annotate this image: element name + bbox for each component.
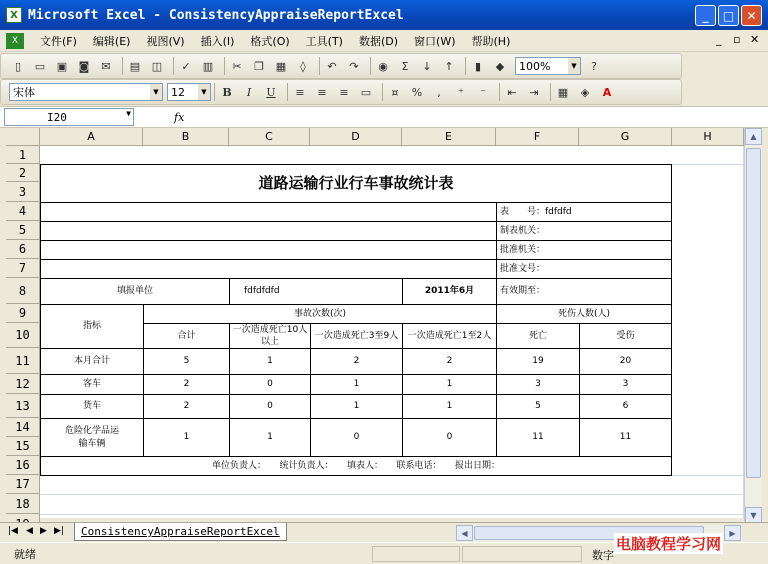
blank-cell[interactable] — [40, 240, 497, 260]
fill-unit-label[interactable]: 填报单位 — [40, 278, 230, 305]
toolbar-separator — [214, 83, 215, 101]
meta-table-number[interactable]: 表 号：fdfdfd — [496, 202, 672, 222]
prev-sheet-icon[interactable]: ◀ — [26, 526, 33, 536]
sheet-tab[interactable]: ConsistencyAppraiseReportExcel — [74, 523, 287, 541]
redo-icon[interactable]: ↷ — [349, 59, 359, 73]
row-header-12[interactable]: 12 — [6, 374, 40, 394]
column-header-a[interactable]: A — [40, 128, 143, 146]
cut-icon[interactable]: ✂ — [232, 59, 242, 73]
meta-issuing-authority[interactable]: 制表机关： — [496, 221, 672, 241]
help-icon[interactable]: ? — [591, 59, 597, 73]
row-label-truck[interactable]: 货车 — [40, 394, 144, 419]
data-cell[interactable]: 11 — [496, 418, 580, 457]
chart-icon[interactable]: ▮ — [474, 59, 482, 73]
workbook-icon[interactable]: X — [6, 33, 24, 49]
subheader-total[interactable]: 合计 — [143, 323, 230, 349]
report-title[interactable]: 道路运输行业行车事故统计表 — [40, 164, 672, 203]
data-cell[interactable]: 19 — [496, 348, 580, 375]
blank-cell[interactable] — [40, 221, 497, 241]
subheader-10plus-deaths[interactable]: 一次造成死亡10人以上 — [229, 323, 311, 349]
chevron-down-icon[interactable]: ▼ — [150, 84, 162, 100]
data-cell[interactable]: 2 — [402, 348, 497, 375]
header-accident-count[interactable]: 事故次数(次) — [143, 304, 497, 324]
fill-color-icon[interactable]: ◈ — [580, 85, 590, 99]
gridline — [40, 494, 744, 495]
vertical-scrollbar[interactable] — [744, 128, 762, 524]
row-header-9[interactable]: 9 — [6, 304, 40, 323]
minimize-button[interactable]: _ — [695, 5, 716, 26]
row-header-11[interactable]: 11 — [6, 348, 40, 374]
new-icon[interactable]: ▯ — [14, 59, 22, 73]
fx-icon[interactable]: fx — [174, 110, 185, 124]
align-left-icon[interactable]: ≡ — [295, 85, 305, 99]
data-cell[interactable]: 3 — [496, 374, 580, 395]
row-header-14[interactable]: 14 — [6, 418, 40, 437]
data-cell[interactable]: 0 — [310, 418, 403, 457]
menu-format[interactable]: 格式(O) — [250, 34, 290, 48]
column-header-d[interactable]: D — [310, 128, 402, 146]
data-cell[interactable]: 1 — [229, 348, 311, 375]
paste-icon[interactable]: ▦ — [275, 59, 287, 73]
name-box-value: I20 — [47, 110, 67, 124]
toolbar-separator — [287, 83, 288, 101]
workbook-restore-button[interactable]: ▫ — [733, 33, 741, 46]
first-sheet-icon[interactable]: |◀ — [8, 526, 18, 536]
zoom-value: 100% — [519, 59, 551, 73]
underline-button[interactable]: U — [266, 85, 276, 99]
format-painter-icon[interactable]: ◊ — [300, 59, 306, 73]
toolbar-separator — [224, 57, 225, 75]
status-text: 就绪 — [14, 547, 36, 561]
toolbar-separator — [465, 57, 466, 75]
data-cell[interactable]: 1 — [402, 374, 497, 395]
fill-unit-value[interactable]: fdfdfdfd — [229, 278, 403, 305]
data-cell[interactable]: 0 — [229, 374, 311, 395]
formatting-toolbar — [0, 79, 682, 105]
column-header-g[interactable]: G — [579, 128, 672, 146]
close-button[interactable]: ✕ — [741, 5, 762, 26]
num-lock-indicator: 数字 — [592, 549, 614, 562]
menu-window[interactable]: 窗口(W) — [414, 34, 456, 48]
menu-tools[interactable]: 工具(T) — [305, 34, 343, 48]
data-cell[interactable]: 2 — [143, 394, 230, 419]
menu-view[interactable]: 视图(V) — [146, 34, 185, 48]
row-header-15[interactable]: 15 — [6, 437, 40, 456]
workbook-minimize-button[interactable]: _ — [716, 33, 722, 46]
report-period[interactable]: 2011年6月 — [402, 278, 497, 305]
toolbar-separator — [499, 83, 500, 101]
menu-edit[interactable]: 编辑(E) — [92, 34, 131, 48]
select-all-corner[interactable] — [6, 128, 40, 146]
copy-icon[interactable]: ❐ — [254, 59, 264, 73]
merge-center-icon[interactable]: ▭ — [360, 85, 372, 99]
align-center-icon[interactable]: ≡ — [317, 85, 327, 99]
workbook-close-button[interactable]: ✕ — [750, 33, 760, 46]
sort-ascending-icon[interactable]: ↓ — [422, 59, 432, 73]
row-label-hazmat-vehicles[interactable]: 危险化学品运输车辆 — [40, 418, 144, 457]
row-header-17[interactable]: 17 — [6, 475, 40, 494]
hyperlink-icon[interactable]: ◉ — [378, 59, 388, 73]
window-title: Microsoft Excel - ConsistencyAppraiseReportExcel — [28, 7, 404, 23]
decrease-decimal-icon[interactable]: ⁻ — [480, 85, 486, 99]
last-sheet-icon[interactable]: ▶| — [54, 526, 64, 536]
font-size-select[interactable] — [167, 83, 211, 101]
row-header-7[interactable]: 7 — [6, 259, 40, 278]
data-cell[interactable]: 6 — [579, 394, 672, 419]
row-header-2[interactable]: 2 — [6, 164, 40, 182]
data-cell[interactable]: 0 — [402, 418, 497, 457]
menu-data[interactable]: 数据(D) — [358, 34, 399, 48]
font-color-icon[interactable]: A — [602, 85, 612, 99]
maximize-button[interactable]: □ — [718, 5, 739, 26]
scroll-right-icon[interactable]: ▶ — [724, 525, 741, 541]
meta-approving-authority[interactable]: 批准机关： — [496, 240, 672, 260]
menu-insert[interactable]: 插入(I) — [200, 34, 235, 48]
chevron-down-icon[interactable]: ▼ — [198, 84, 210, 100]
row-header-1[interactable]: 1 — [6, 146, 40, 164]
toolbar-separator — [382, 83, 383, 101]
toolbar-separator — [550, 83, 551, 101]
row-header-18[interactable]: 18 — [6, 494, 40, 514]
data-cell[interactable]: 1 — [229, 418, 311, 457]
data-cell[interactable]: 1 — [310, 374, 403, 395]
standard-toolbar — [0, 53, 682, 79]
data-cell[interactable]: 2 — [143, 374, 230, 395]
font-size-value: 12 — [171, 85, 185, 99]
increase-decimal-icon[interactable]: ⁺ — [458, 85, 464, 99]
menu-bar — [0, 30, 768, 52]
chevron-down-icon[interactable]: ▼ — [568, 58, 580, 74]
toolbar-separator — [122, 57, 123, 75]
row-header-13[interactable]: 13 — [6, 394, 40, 418]
data-cell[interactable]: 5 — [496, 394, 580, 419]
row-label-bus[interactable]: 客车 — [40, 374, 144, 395]
data-cell[interactable]: 3 — [579, 374, 672, 395]
research-icon[interactable]: ▥ — [202, 59, 214, 73]
row-header-16[interactable]: 16 — [6, 456, 40, 475]
row-label-monthly-total[interactable]: 本月合计 — [40, 348, 144, 375]
column-header-e[interactable]: E — [402, 128, 496, 146]
spelling-icon[interactable]: ✓ — [181, 59, 191, 73]
print-icon[interactable]: ▤ — [129, 59, 141, 73]
menu-file[interactable]: 文件(F) — [40, 34, 77, 48]
font-name-value: 宋体 — [13, 86, 35, 99]
row-header-5[interactable]: 5 — [6, 221, 40, 240]
undo-icon[interactable]: ↶ — [327, 59, 337, 73]
column-header-b[interactable]: B — [143, 128, 229, 146]
data-cell[interactable]: 11 — [579, 418, 672, 457]
data-cell[interactable]: 1 — [402, 394, 497, 419]
data-cell[interactable]: 0 — [229, 394, 311, 419]
row-header-3[interactable]: 3 — [6, 182, 40, 202]
scroll-up-icon[interactable]: ▲ — [745, 128, 762, 145]
chevron-down-icon[interactable]: ▼ — [126, 109, 131, 118]
borders-icon[interactable]: ▦ — [557, 85, 569, 99]
toolbar-separator — [319, 57, 320, 75]
increase-indent-icon[interactable]: ⇥ — [529, 85, 539, 99]
autosum-icon[interactable]: Σ — [401, 59, 409, 73]
permission-icon[interactable]: ◙ — [78, 59, 90, 73]
formula-bar — [0, 106, 768, 128]
subheader-deaths[interactable]: 死亡 — [496, 323, 580, 349]
align-right-icon[interactable]: ≡ — [339, 85, 349, 99]
data-cell[interactable]: 1 — [143, 418, 230, 457]
status-panel — [462, 546, 582, 562]
title-bar — [0, 0, 768, 30]
vertical-scroll-thumb[interactable] — [746, 148, 761, 478]
subheader-1to2-deaths[interactable]: 一次造成死亡1至2人 — [402, 323, 497, 349]
drawing-icon[interactable]: ◆ — [495, 59, 505, 73]
comma-button[interactable]: , — [437, 85, 441, 99]
blank-cell[interactable] — [40, 259, 497, 279]
row-header-6[interactable]: 6 — [6, 240, 40, 259]
toolbar-separator — [370, 57, 371, 75]
subheader-3to9-deaths[interactable]: 一次造成死亡3至9人 — [310, 323, 403, 349]
data-cell[interactable]: 1 — [310, 394, 403, 419]
meta-valid-until[interactable]: 有效期至： — [496, 278, 672, 305]
zoom-select[interactable] — [515, 57, 581, 75]
italic-button[interactable]: I — [246, 85, 252, 99]
status-panel — [372, 546, 460, 562]
meta-approval-number[interactable]: 批准文号： — [496, 259, 672, 279]
data-cell[interactable]: 2 — [310, 348, 403, 375]
open-icon[interactable]: ▭ — [34, 59, 46, 73]
next-sheet-icon[interactable]: ▶ — [40, 526, 47, 536]
row-header-4[interactable]: 4 — [6, 202, 40, 221]
header-casualties[interactable]: 死伤人数(人) — [496, 304, 672, 324]
toolbar-separator — [173, 57, 174, 75]
data-cell[interactable]: 20 — [579, 348, 672, 375]
column-header-h[interactable]: H — [672, 128, 744, 146]
decrease-indent-icon[interactable]: ⇤ — [507, 85, 517, 99]
sort-descending-icon[interactable]: ↑ — [444, 59, 454, 73]
report-footer[interactable]: 单位负责人： 统计负责人： 填表人： 联系电话： 报出日期： — [40, 456, 672, 476]
row-header-10[interactable]: 10 — [6, 323, 40, 348]
watermark-text: 电脑教程学习网 — [616, 535, 722, 553]
blank-cell[interactable] — [40, 202, 497, 222]
save-icon[interactable]: ▣ — [56, 59, 68, 73]
print-preview-icon[interactable]: ◫ — [151, 59, 163, 73]
data-cell[interactable]: 5 — [143, 348, 230, 375]
row-header-8[interactable]: 8 — [6, 278, 40, 304]
header-indicator[interactable]: 指标 — [40, 304, 144, 349]
gridline — [40, 514, 744, 515]
currency-icon[interactable]: ¤ — [391, 85, 399, 99]
scroll-down-icon[interactable]: ▼ — [745, 507, 762, 524]
name-box[interactable] — [4, 108, 134, 126]
font-name-select[interactable] — [9, 83, 163, 101]
excel-app-icon[interactable]: X — [6, 7, 22, 23]
subheader-injuries[interactable]: 受伤 — [579, 323, 672, 349]
percent-button[interactable]: % — [411, 85, 423, 99]
column-header-c[interactable]: C — [229, 128, 310, 146]
column-header-f[interactable]: F — [496, 128, 579, 146]
email-icon[interactable]: ✉ — [101, 59, 111, 73]
worksheet-grid[interactable] — [6, 128, 744, 518]
scroll-left-icon[interactable]: ◀ — [456, 525, 473, 541]
menu-help[interactable]: 帮助(H) — [471, 34, 511, 48]
bold-button[interactable]: B — [222, 85, 232, 99]
